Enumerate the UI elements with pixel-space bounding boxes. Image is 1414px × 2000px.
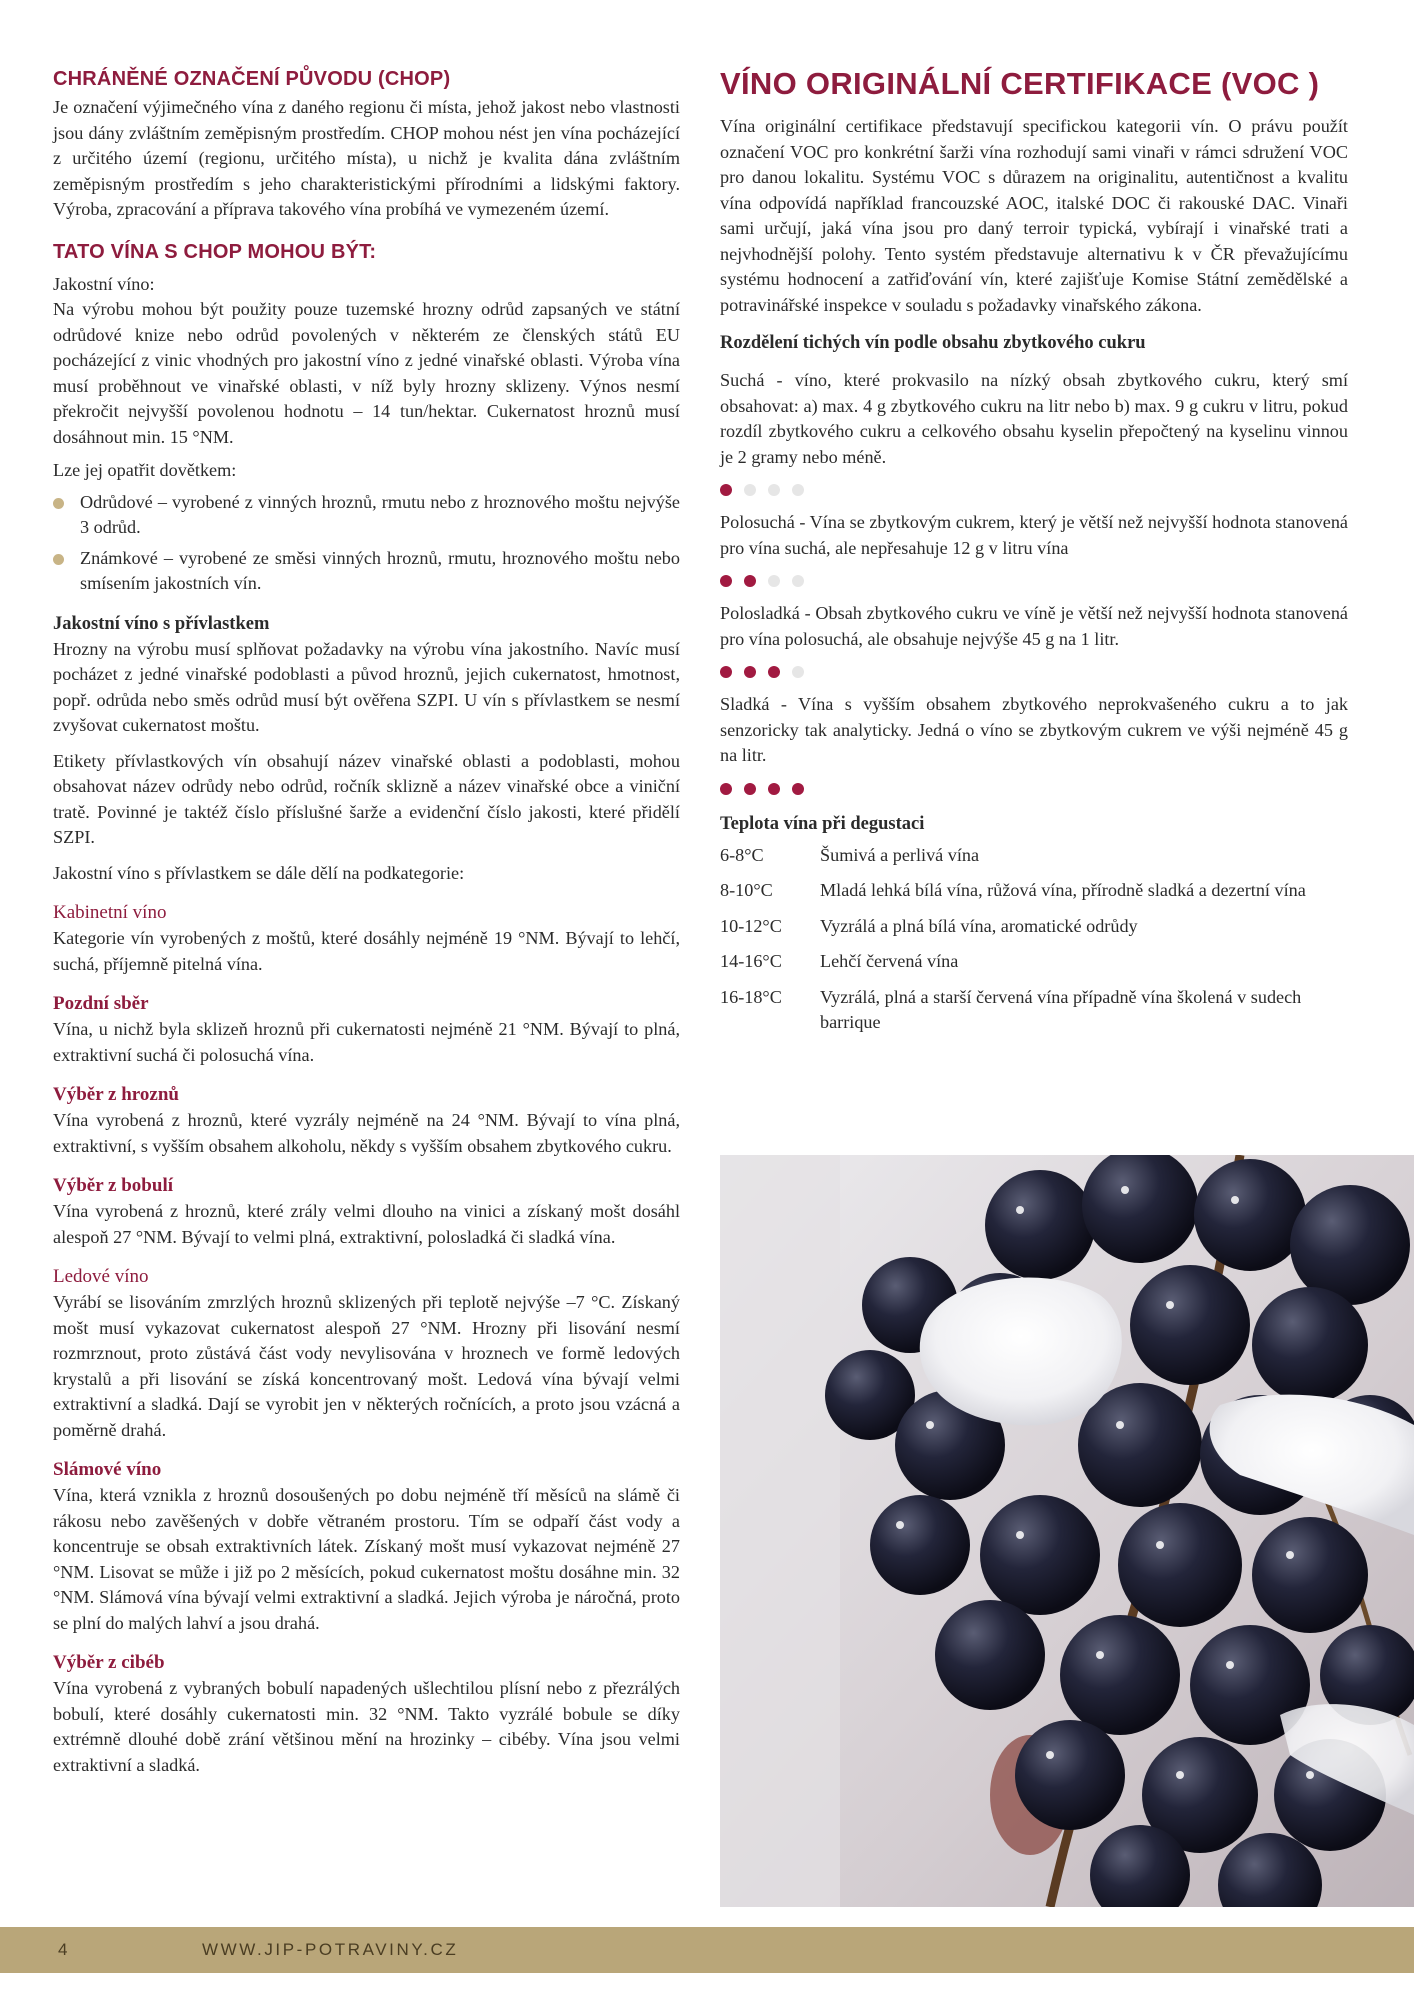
sweetness-dot-on bbox=[720, 484, 732, 496]
sweetness-dot-on bbox=[720, 666, 732, 678]
right-column bbox=[720, 60, 1348, 1046]
table-row: 14-16°C Lehčí červená vína bbox=[720, 951, 959, 971]
sweetness-dot-on bbox=[792, 783, 804, 795]
kabinet-text: Kategorie vín vyrobených z moštů, které dosáhly nejméně 19 °NM. Bývají to lehčí, suchá, příjemně pitelná vína. bbox=[53, 928, 680, 974]
sweetness-dot-off bbox=[792, 666, 804, 678]
sweetness-dot-off bbox=[792, 484, 804, 496]
chop-heading: CHRÁNĚNÉ OZNAČENÍ PŮVODU (CHOP) bbox=[53, 68, 451, 90]
sweetness-dot-off bbox=[792, 575, 804, 587]
voc-text: Vína originální certifikace představují specifickou kategorii vín. O právu použít označení VOC pro konkrétní šarži vína rozhodují sami vinaři v rámci sdružení VOC pro danou lokalitu. Systému VOC s důrazem na originalitu, autentičnost a kvalitu vína odpovídá například francouzské AOC, italské DOC či rakouské DAC. Vinaři sami určují, jaká vína jsou pro daný terroir typická, vybírají i vinařské trati a nejvhodnější polohy. Tento systém představuje alternativu k v ČR převažujícímu systému hodnocení a zatřiďování vín, které zajišťuje Komise Státní zemědělské a potravinářské inspekce v souladu s požadavky vinařského zákona. bbox=[720, 116, 1348, 315]
bullet-icon bbox=[53, 554, 64, 565]
kabinet-title: Kabinetní víno bbox=[53, 902, 167, 923]
ledove-title: Ledové víno bbox=[53, 1266, 149, 1287]
grapes-illustration bbox=[720, 1155, 1414, 1907]
voc-heading: VÍNO ORIGINÁLNÍ CERTIFIKACE (VOC ) bbox=[720, 66, 1320, 101]
sweetness-dot-off bbox=[768, 484, 780, 496]
slamove-title: Slámové víno bbox=[53, 1459, 162, 1480]
table-row: 10-12°C Vyzrálá a plná bílá vína, aromatické odrůdy bbox=[720, 915, 1138, 936]
website-url: WWW.JIP-POTRAVINY.CZ bbox=[202, 1940, 459, 1959]
sweetness-dot-on bbox=[744, 666, 756, 678]
sweetness-dot-on bbox=[744, 575, 756, 587]
sugar-sweet-text: Sladká - Vína s vyšším obsahem zbytkového neprokvašeného cukru a to jak senzoricky tak analyticky. Jedná o víno se zbytkovým cukrem ve výši nejméně 45 g na litr. bbox=[720, 694, 1348, 765]
sweetness-indicator bbox=[720, 575, 1348, 589]
sugar-semidry-text: Polosuchá - Vína se zbytkovým cukrem, který je větší než nejvyšší hodnota stanovená pro vína suchá, ale nepřesahuje 12 g v litru vína bbox=[720, 512, 1348, 558]
bullet-icon bbox=[53, 498, 64, 509]
sweetness-dot-on bbox=[744, 783, 756, 795]
ledove-text: Vyrábí se lisováním zmrzlých hroznů sklizených při teplotě nejvýše –7 °C. Získaný mošt musí vykazovat cukernatost alespoň 27 °NM. Hrozny při lisování nesmí rozmrznout, proto zůstává část vody nevylisována v hroznech ve formě ledových krystalů a při lisování se získá koncentrovaný mošt. Ledová vína bývají velmi extraktivní a sladká. Dají se vyrobit jen v některých ročnících, a proto jsou vzácná a poměrně drahá. bbox=[53, 1292, 680, 1440]
vyber-hroznu-title: Výběr z hroznů bbox=[53, 1084, 179, 1105]
table-row: 8-10°C Mladá lehká bílá vína, růžová vína, přírodně sladká a dezertní vína bbox=[720, 880, 1306, 900]
table-row: 6-8°C Šumivá a perlivá vína bbox=[720, 844, 980, 865]
vyber-bobuli-title: Výběr z bobulí bbox=[53, 1175, 174, 1196]
sweetness-dot-off bbox=[744, 484, 756, 496]
frozen-grapes-photo bbox=[720, 1155, 1414, 1907]
footer-bar bbox=[0, 1927, 1414, 1973]
left-column bbox=[53, 60, 680, 1784]
chop-can-heading: TATO VÍNA S CHOP MOHOU BÝT: bbox=[53, 240, 377, 263]
sweetness-dot-on bbox=[768, 666, 780, 678]
temperature-table bbox=[720, 843, 1348, 1046]
vyber-cibeb-text: Vína vyrobená z vybraných bobulí napadených ušlechtilou plísní nebo z přezrálých bobulí, které dosáhly cukernatosti min. 32 °NM. Takto vyzrálé bobule se díky extrémně dlouhé době zrání většinou mění na hrozinky – cibéby. Vína jsou velmi extraktivní a sladká. bbox=[53, 1678, 680, 1775]
list-item: Známkové – vyrobené ze směsi vinných hroznů, rmutu, hroznového moštu nebo smísením jakostních vín. bbox=[53, 546, 680, 597]
chop-text: Je označení výjimečného vína z daného regionu či místa, jehož jakost nebo vlastnosti jsou dány zvláštním zeměpisným prostředím. CHOP mohou nést jen vína pocházející z určitého území (regionu, určitého místa), u nichž je kvalita dána zvláštním zeměpisným prostředím s jeho charakteristickými přírodními a lidskými faktory. Výroba, zpracování a příprava takového vína probíhá ve vymezeném území. bbox=[53, 97, 680, 219]
table-row: 16-18°C Vyzrálá, plná a starší červená vína případně vína školená v sudech barrique bbox=[720, 986, 1302, 1032]
sugar-dry-text: Suchá - víno, které prokvasilo na nízký obsah zbytkového cukru, který smí obsahovat: a) max. 4 g zbytkového cukru na litr nebo b) max. 9 g cukru v litru, pokud rozdíl zbytkového cukru a celkového obsahu kyselin přepočtený na kyselinu vinnou je 2 gramy nebo méně. bbox=[720, 370, 1348, 467]
supplement-list bbox=[53, 490, 680, 597]
sweetness-indicator bbox=[720, 666, 1348, 680]
predicate-text-1: Hrozny na výrobu musí splňovat požadavky na výrobu vína jakostního. Navíc musí pocházet z jedné vinařské podoblasti a původ hroznů, jejich cukernatost, hmotnost, popř. odrůda nebo směs odrůd musí být ověřena SZPI. U vín s přívlastkem se nesmí zvyšovat cukernatost moštu. bbox=[53, 638, 680, 735]
predicate-text-2: Etikety přívlastkových vín obsahují název vinařské oblasti a podoblasti, mohou obsahovat název odrůdy nebo odrůd, ročník sklizně a název vinařské obce a viniční tratě. Povinné je taktéž číslo příslušné šarže a evidenční číslo jakosti, které přidělí SZPI. bbox=[53, 750, 680, 847]
predicate-heading: Jakostní víno s přívlastkem bbox=[53, 613, 270, 634]
predicate-text-3: Jakostní víno s přívlastkem se dále dělí na podkategorie: bbox=[53, 862, 465, 883]
supplement-intro: Lze jej opatřit dovětkem: bbox=[53, 460, 237, 480]
vyber-cibeb-title: Výběr z cibéb bbox=[53, 1652, 165, 1673]
page-number: 4 bbox=[58, 1940, 68, 1959]
sweetness-dot-on bbox=[768, 783, 780, 795]
list-item: Odrůdové – vyrobené z vinných hroznů, rmutu nebo z hroznového moštu nejvýše 3 odrůd. bbox=[53, 490, 680, 541]
vyber-bobuli-text: Vína vyrobená z hroznů, které zrály velmi dlouho na vinici a získaný mošt dosáhl alespoň 27 °NM. Bývají to velmi plná, extraktivní, polosladká či sladká vína. bbox=[53, 1201, 680, 1247]
sweetness-dot-off bbox=[768, 575, 780, 587]
quality-text: Na výrobu mohou být použity pouze tuzemské hrozny odrůd zapsaných ve státní odrůdové knize nebo odrůd povolených v některém ze členských států EU pocházející z vinic vhodných pro jakostní víno z jedné vinařské oblasti. Výroba vína musí proběhnout ve vinařské oblasti, v níž byly hrozny sklizeny. Výnos nesmí překročit nejvyšší povolenou hodnotu – 14 tun/hektar. Cukernatost hroznů musí dosáhnout min. 15 °NM. bbox=[53, 299, 680, 447]
temp-heading: Teplota vína při degustaci bbox=[720, 813, 925, 834]
sweetness-indicator bbox=[720, 484, 1348, 498]
pozdni-text: Vína, u nichž byla sklizeň hroznů při cukernatosti nejméně 21 °NM. Bývají to plná, extraktivní suchá či polosuchá vína. bbox=[53, 1019, 680, 1065]
sugar-semisweet-text: Polosladká - Obsah zbytkového cukru ve víně je větší než nejvyšší hodnota stanovená pro vína polosuchá, ale obsahuje nejvýše 45 g na 1 litr. bbox=[720, 603, 1348, 649]
slamove-text: Vína, která vznikla z hroznů dosoušených po dobu nejméně tří měsíců na slámě či rákosu nebo zavěšených v dobře větraném prostoru. Tím se odpaří část vody a koncentruje se obsah extraktivních látek. Získaný mošt musí vykazovat nejméně 27 °NM. Lisovat se může i již po 2 měsících, pokud cukernatost moštu dosáhne min. 32 °NM. Slámová vína bývají velmi extraktivní a sladká. Jejich výroba je náročná, proto se plní do malých lahví a jsou drahá. bbox=[53, 1485, 680, 1633]
sweetness-dot-on bbox=[720, 783, 732, 795]
sweetness-dot-on bbox=[720, 575, 732, 587]
vyber-hroznu-text: Vína vyrobená z hroznů, které vyzrály nejméně na 24 °NM. Bývají to vína plná, extraktivní, s vyšším obsahem alkoholu, někdy s vyšším obsahem zbytkového cukru. bbox=[53, 1110, 680, 1156]
sweetness-indicator bbox=[720, 783, 1348, 797]
sugar-heading: Rozdělení tichých vín podle obsahu zbytkového cukru bbox=[720, 333, 1146, 353]
pozdni-title: Pozdní sběr bbox=[53, 993, 149, 1014]
quality-label: Jakostní víno: bbox=[53, 273, 155, 294]
